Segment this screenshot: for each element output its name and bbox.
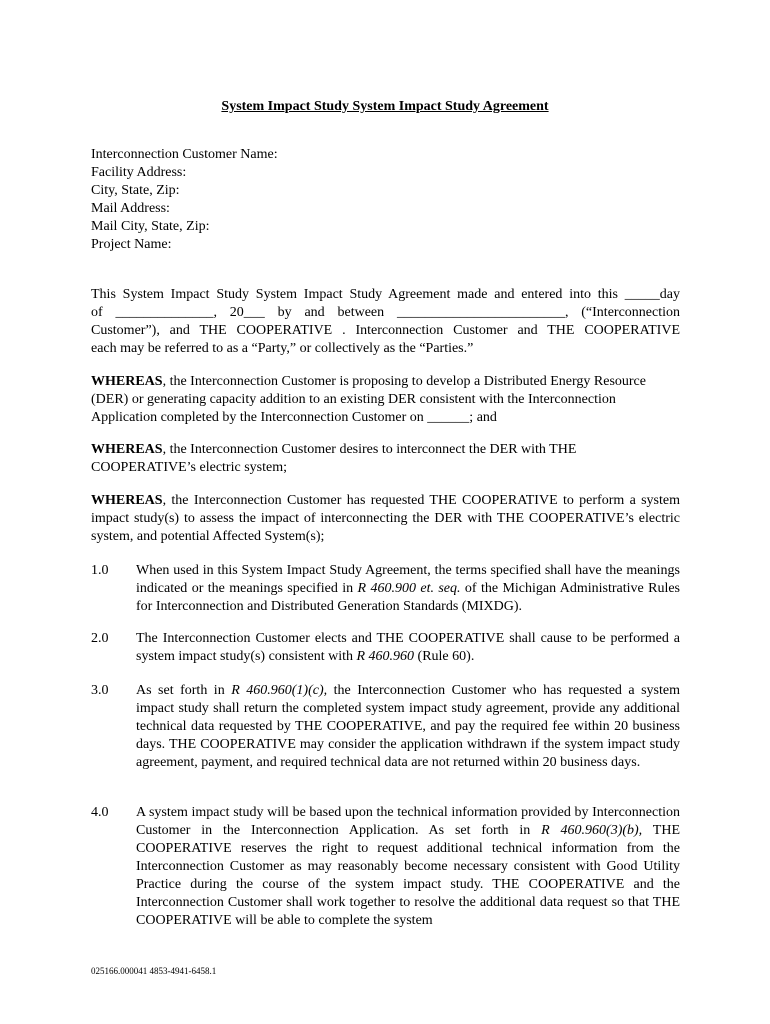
section-1 bbox=[91, 562, 680, 616]
rule-reference: R 460.900 et. seq. bbox=[357, 581, 461, 596]
section-text bbox=[136, 804, 680, 930]
section-number: 2.0 bbox=[91, 631, 109, 646]
field-facility-address: Facility Address: bbox=[91, 165, 187, 180]
intro-line: each may be referred to as a “Party,” or collectively as the “Parties.” bbox=[91, 341, 474, 356]
customer-info-fields bbox=[91, 146, 278, 254]
whereas-text: , the Interconnection Customer has requested THE COOPERATIVE to perform a system impact study(s) to assess the impact of interconnecting the DER with THE COOPERATIVE’s electric system, and potential Affected System(s); bbox=[91, 493, 680, 544]
intro-line: This System Impact Study System Impact Study Agreement made and entered into this _____day bbox=[91, 287, 680, 302]
section-text bbox=[136, 682, 680, 772]
section-text-part: (Rule 60). bbox=[414, 649, 475, 664]
whereas-paragraph-3 bbox=[91, 492, 680, 546]
whereas-label: WHEREAS bbox=[91, 442, 163, 457]
section-text-part: The Interconnection Customer elects and THE COOPERATIVE shall cause to be performed a system impact study(s) consistent with bbox=[136, 631, 680, 664]
document-id-footer: 025166.000041 4853-4941-6458.1 bbox=[91, 966, 217, 976]
section-number: 4.0 bbox=[91, 805, 109, 820]
rule-reference: R 460.960 bbox=[356, 649, 415, 664]
section-text-part: As set forth in bbox=[136, 683, 232, 698]
section-number: 3.0 bbox=[91, 683, 109, 698]
section-2 bbox=[91, 630, 680, 666]
section-text bbox=[136, 562, 680, 616]
field-customer-name: Interconnection Customer Name: bbox=[91, 147, 278, 162]
whereas-paragraph-1 bbox=[91, 373, 680, 427]
section-text-part: THE COOPERATIVE reserves the right to request additional technical information from the Interconnection Customer as may reasonably become necessary consistent with Good Utility Practice during the course of the system impact study. THE COOPERATIVE and the Interconnection Customer shall work together to resolve the additional data request so that THE COOPERATIVE will be able to complete the system bbox=[136, 823, 680, 928]
section-4 bbox=[91, 804, 680, 930]
field-mail-city-state-zip: Mail City, State, Zip: bbox=[91, 219, 210, 234]
whereas-label: WHEREAS bbox=[91, 493, 163, 508]
field-city-state-zip: City, State, Zip: bbox=[91, 183, 180, 198]
whereas-text: , the Interconnection Customer desires to interconnect the DER with THE COOPERATIVE’s electric system; bbox=[91, 442, 577, 475]
field-project-name: Project Name: bbox=[91, 237, 172, 252]
section-text-part: When used in this System Impact Study Agreement, the terms specified shall have the meanings indicated or the meanings specified in bbox=[136, 563, 680, 596]
whereas-text: , the Interconnection Customer is proposing to develop a Distributed Energy Resource (DER) or generating capacity addition to an existing DER consistent with the Interconnection Application completed by the Interconnection Customer on ______; and bbox=[91, 374, 646, 425]
rule-reference: R 460.960(1)(c), bbox=[231, 683, 328, 698]
document-title: System Impact Study System Impact Study Agreement bbox=[221, 99, 549, 114]
section-text-part: of the Michigan Administrative Rules for Interconnection and Distributed Generation Standards (MIXDG). bbox=[136, 581, 680, 614]
intro-line: of ______________, 20___ by and between ________________________, (“Interconnection bbox=[91, 305, 680, 320]
section-3 bbox=[91, 682, 680, 772]
section-text-part: A system impact study will be based upon the technical information provided by Interconnection Customer in the Interconnection Application. As set forth in bbox=[136, 805, 680, 838]
intro-line: Customer”), and THE COOPERATIVE . Interconnection Customer and THE COOPERATIVE bbox=[91, 323, 680, 338]
rule-reference: R 460.960(3)(b), bbox=[541, 823, 643, 838]
field-mail-address: Mail Address: bbox=[91, 201, 170, 216]
section-number: 1.0 bbox=[91, 563, 109, 578]
whereas-paragraph-2 bbox=[91, 441, 680, 477]
intro-paragraph bbox=[91, 286, 680, 358]
whereas-label: WHEREAS bbox=[91, 374, 163, 389]
section-text bbox=[136, 630, 680, 666]
section-text-part: the Interconnection Customer who has requested a system impact study shall return the completed system impact study agreement, provide any additional technical data requested by THE COOPERATIVE, and pay the required fee within 20 business days. THE COOPERATIVE may consider the application withdrawn if the system impact study agreement, payment, and required technical data are not returned within 20 business days. bbox=[136, 683, 680, 770]
